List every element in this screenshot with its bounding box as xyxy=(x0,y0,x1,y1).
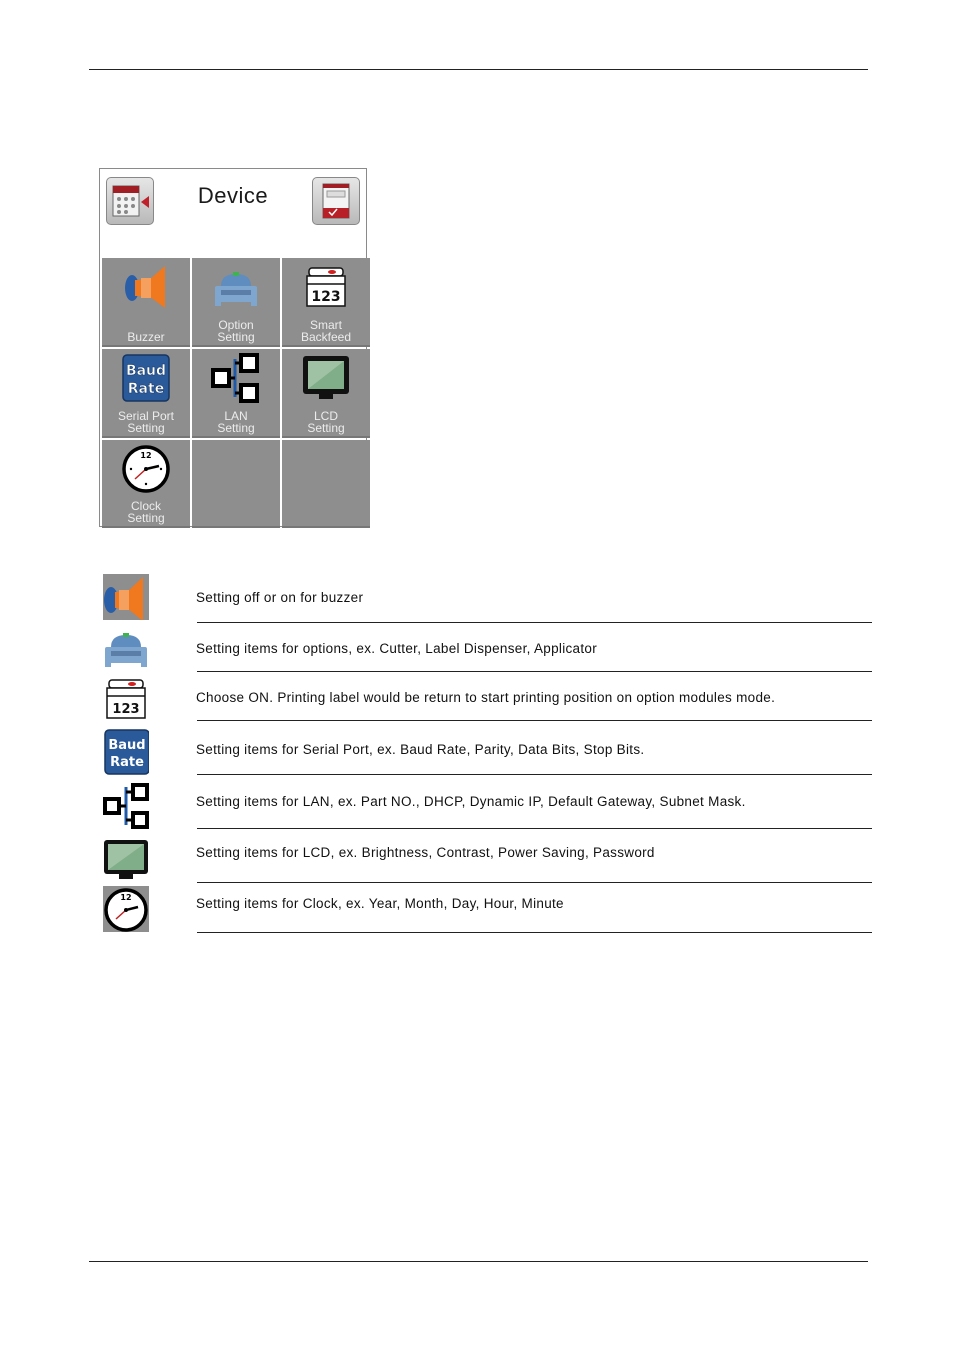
tile-label: Buzzer xyxy=(127,330,165,344)
legend-text: Setting items for LAN, ex. Part NO., DHCP, Dynamic IP, Default Gateway, Subnet Mask. xyxy=(196,794,746,809)
legend-divider xyxy=(197,774,872,775)
top-rule xyxy=(89,69,868,70)
lan-tile[interactable] xyxy=(192,349,280,438)
backfeed-number: 123 xyxy=(112,702,140,717)
device-screen xyxy=(99,168,367,527)
buzzer-icon xyxy=(103,574,149,620)
next-button[interactable] xyxy=(312,177,360,225)
buzzer-icon xyxy=(121,262,171,312)
empty-tile xyxy=(282,440,370,528)
clock-icon xyxy=(121,444,171,494)
lcd-tile[interactable] xyxy=(282,349,370,438)
clock-numeral: 12 xyxy=(120,893,132,902)
printer-menu-icon xyxy=(313,178,359,224)
bottom-rule xyxy=(89,1261,868,1262)
baud-text: Baud xyxy=(108,738,146,753)
legend-divider xyxy=(197,720,872,721)
smart-backfeed-icon xyxy=(301,262,351,312)
option-setting-icon xyxy=(103,629,149,675)
clock-icon xyxy=(103,886,149,932)
rate-text: Rate xyxy=(110,755,144,770)
legend-text: Setting items for LCD, ex. Brightness, Contrast, Power Saving, Password xyxy=(196,845,655,860)
option-setting-tile[interactable] xyxy=(192,258,280,347)
legend-divider xyxy=(197,932,872,933)
legend-text: Setting items for Serial Port, ex. Baud Rate, Parity, Data Bits, Stop Bits. xyxy=(196,742,645,757)
clock-numeral: 12 xyxy=(140,451,152,460)
tile-label: Serial Port Setting xyxy=(117,409,175,435)
legend-text: Setting items for Clock, ex. Year, Month, Day, Hour, Minute xyxy=(196,896,564,911)
lcd-icon xyxy=(301,353,351,403)
page-title: Device xyxy=(197,183,269,208)
tile-label: Smart Backfeed xyxy=(300,318,352,344)
tile-label: Option Setting xyxy=(217,318,255,344)
legend-divider xyxy=(197,622,872,623)
baud-rate-icon xyxy=(103,729,149,775)
legend-text: Choose ON. Printing label would be return to start printing position on option modules mode. xyxy=(196,690,776,705)
tile-label: LAN Setting xyxy=(217,409,255,435)
smart-backfeed-tile[interactable] xyxy=(282,258,370,347)
tile-label: LCD Setting xyxy=(307,409,345,435)
legend-divider xyxy=(197,882,872,883)
legend-text: Setting items for options, ex. Cutter, Label Dispenser, Applicator xyxy=(196,641,598,656)
legend-text: Setting off or on for buzzer xyxy=(196,590,364,605)
serial-port-tile[interactable] xyxy=(102,349,190,438)
backfeed-number: 123 xyxy=(311,289,341,305)
option-setting-icon xyxy=(211,262,261,312)
lan-icon xyxy=(211,353,261,403)
baud-text: Baud xyxy=(125,363,167,379)
buzzer-tile[interactable] xyxy=(102,258,190,347)
empty-tile xyxy=(192,440,280,528)
settings-grid xyxy=(102,258,366,524)
rate-text: Rate xyxy=(127,381,165,397)
tile-label: Clock Setting xyxy=(127,499,165,525)
baud-rate-icon xyxy=(121,353,171,403)
legend-divider xyxy=(197,671,872,672)
lan-icon xyxy=(103,783,149,829)
lcd-icon xyxy=(103,838,149,884)
legend-divider xyxy=(197,828,872,829)
smart-backfeed-icon xyxy=(103,678,149,724)
clock-tile[interactable] xyxy=(102,440,190,528)
